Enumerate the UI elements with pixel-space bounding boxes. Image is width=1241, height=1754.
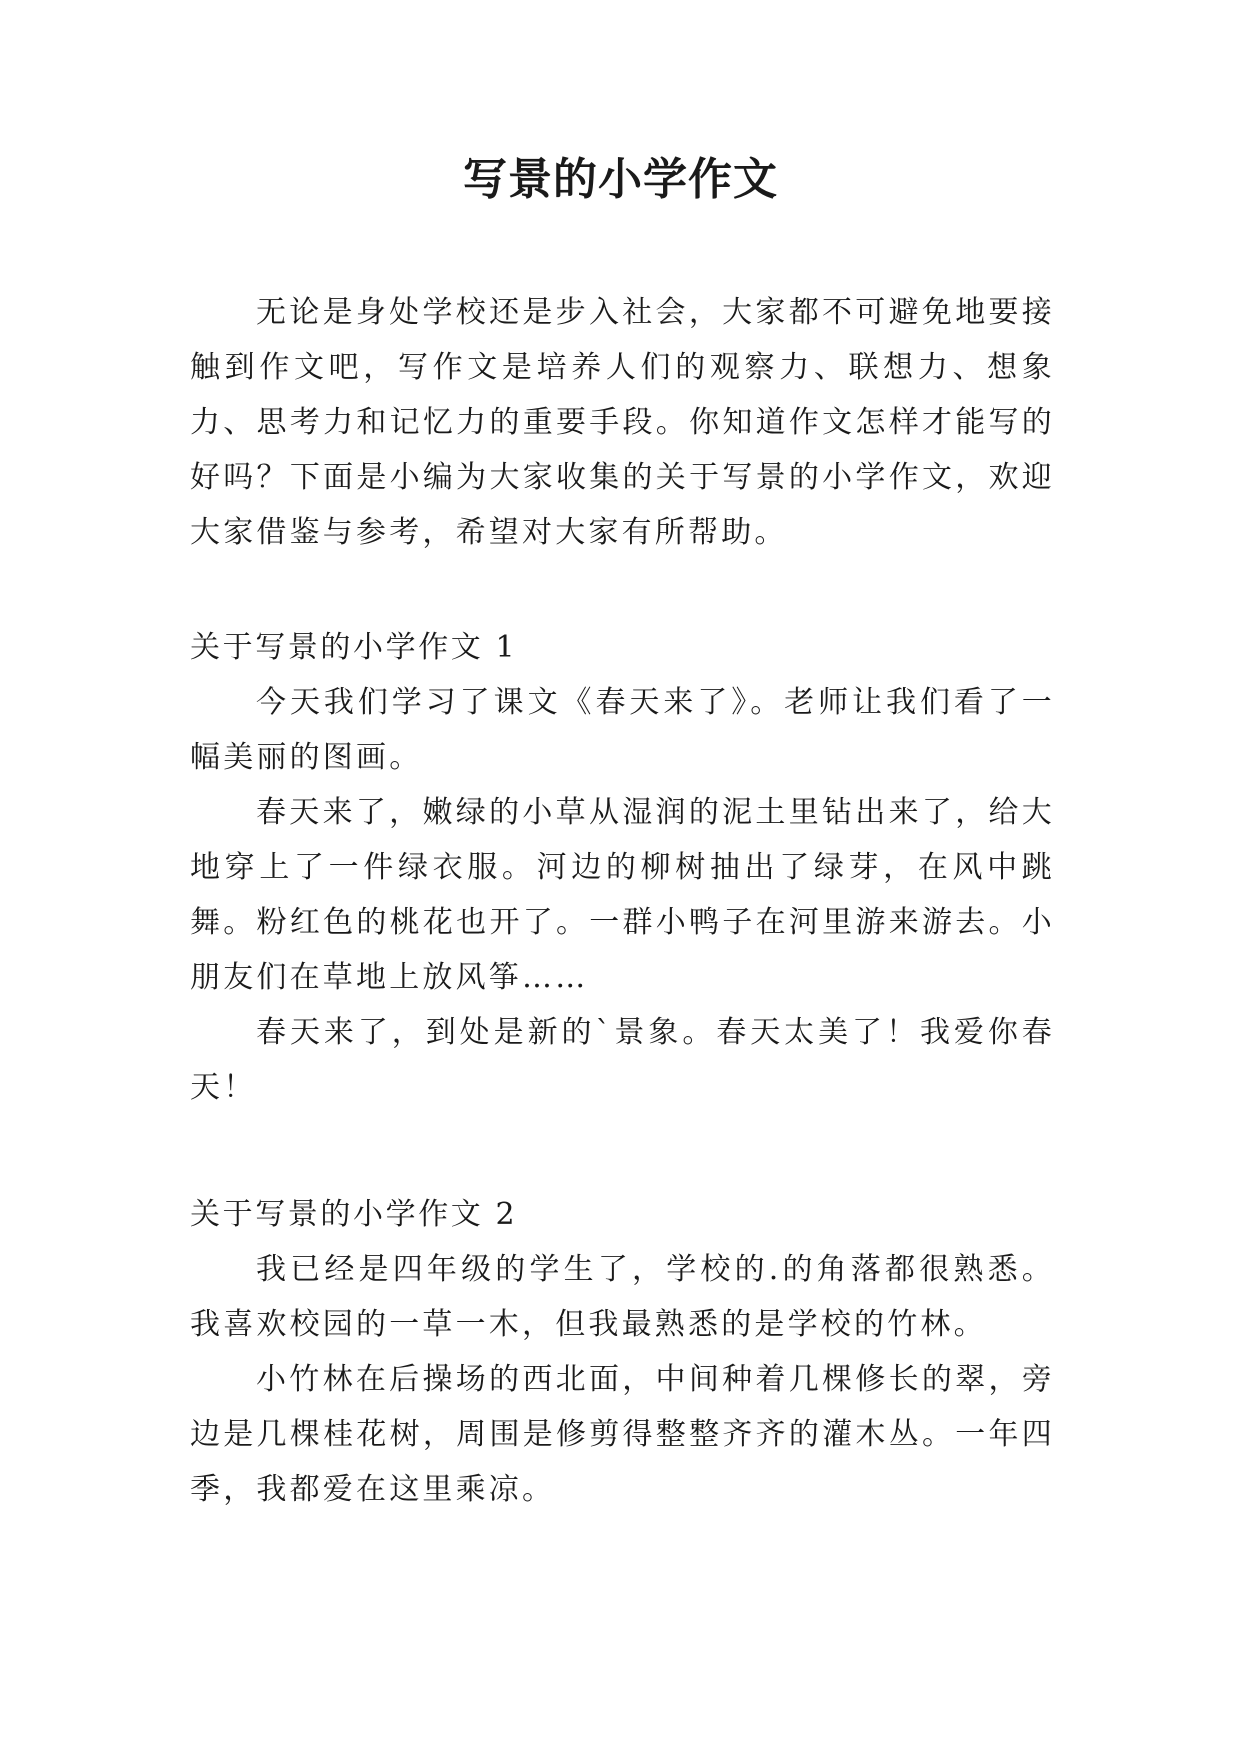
intro-paragraph: 无论是身处学校还是步入社会，大家都不可避免地要接触到作文吧，写作文是培养人们的观察力、联想力、想象力、思考力和记忆力的重要手段。你知道作文怎样才能写的好吗？下面是小编为大家收集的关于写景的小学作文，欢迎大家借鉴与参考，希望对大家有所帮助。 <box>190 295 1055 550</box>
section-2-paragraph-1: 我已经是四年级的学生了，学校的.的角落都很熟悉。我喜欢校园的一草一木，但我最熟悉的是学校的竹林。 <box>190 1252 1055 1342</box>
section-heading-2: 关于写景的小学作文 2 <box>190 1197 518 1232</box>
section-heading-1: 关于写景的小学作文 1 <box>190 630 518 665</box>
section-1-paragraph-1: 今天我们学习了课文《春天来了》。老师让我们看了一幅美丽的图画。 <box>190 685 1055 775</box>
section-1-paragraph-2: 春天来了，嫩绿的小草从湿润的泥土里钻出来了，给大地穿上了一件绿衣服。河边的柳树抽出了绿芽，在风中跳舞。粉红色的桃花也开了。一群小鸭子在河里游来游去。小朋友们在草地上放风筝…… <box>190 795 1055 995</box>
document-title: 写景的小学作文 <box>463 154 778 205</box>
section-2-paragraph-2: 小竹林在后操场的西北面，中间种着几棵修长的翠，旁边是几棵桂花树，周围是修剪得整整齐齐的灌木丛。一年四季，我都爱在这里乘凉。 <box>190 1362 1055 1507</box>
document-body <box>190 285 1055 1517</box>
section-spacer <box>190 1115 1055 1187</box>
section-spacer <box>190 560 1055 620</box>
section-1-paragraph-3: 春天来了，到处是新的`景象。春天太美了！我爱你春天！ <box>190 1015 1055 1105</box>
